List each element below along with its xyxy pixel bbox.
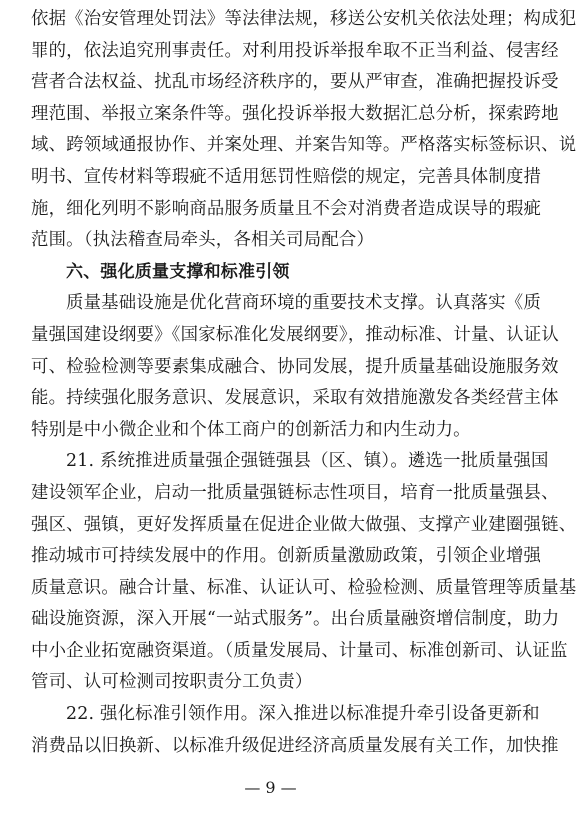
text-line-18: 推动城市可持续发展中的作用。创新质量激励政策，引领企业增强 (31, 546, 542, 567)
text-line-16: 建设领军企业，启动一批质量强链标志性项目，培育一批质量强县、 (31, 482, 559, 503)
text-line-12: 可、检验检测等要素集成融合、协同发展，提升质量基础设施服务效 (31, 356, 559, 377)
text-line-3: 营者合法权益、扰乱市场经济秩序的，要从严审查，准确把握投诉受 (31, 72, 559, 93)
text-line-11: 量强国建设纲要》《国家标准化发展纲要》，推动标准、计量、认证认 (31, 324, 559, 345)
text-line-5: 域、跨领域通报协作、并案处理、并案告知等。严格落实标签标识、说 (31, 135, 576, 156)
text-line-1: 依据《治安管理处罚法》等法律法规，移送公安机关依法处理；构成犯 (31, 9, 576, 29)
text-line-8: 范围。（执法稽查局牵头，各相关司局配合） (31, 230, 375, 251)
text-line-21: 中小企业拓宽融资渠道。（质量发展局、计量司、标准创新司、认证监 (31, 640, 568, 661)
text-line-13: 能。持续强化服务意识、发展意识，采取有效措施激发各类经营主体 (31, 388, 559, 409)
text-line-10: 质量基础设施是优化营商环境的重要技术支撑。认真落实《质 (66, 293, 541, 314)
page-number: — 9 — (244, 778, 297, 797)
text-line-19: 质量意识。融合计量、标准、认证认可、检验检测、质量管理等质量基 (31, 577, 576, 598)
text-line-4: 理范围、举报立案条件等。强化投诉举报大数据汇总分析，探索跨地 (31, 103, 559, 124)
text-line-14: 特别是中小微企业和个体工商户的创新活力和内生动力。 (31, 419, 471, 440)
section-heading: 六、强化质量支撑和标准引领 (66, 261, 290, 282)
text-line-6: 明书、宣传材料等瑕疵不适用惩罚性赔偿的规定，完善具体制度措 (31, 166, 542, 187)
text-line-20: 础设施资源，深入开展“一站式服务”。出台质量融资增信制度，助力 (31, 609, 560, 630)
text-line-17: 强区、强镇，更好发挥质量在促进企业做大做强、支撑产业建圈强链、 (31, 514, 576, 535)
text-line-15: 21. 系统推进质量强企强链强县（区、镇）。遴选一批质量强国 (66, 451, 549, 472)
text-line-22: 管司、认可检测司按职责分工负责） (31, 672, 313, 693)
text-line-2: 罪的，依法追究刑事责任。对利用投诉举报牟取不正当利益、侵害经 (31, 40, 559, 61)
text-line-24: 消费品以旧换新、以标准升级促进经济高质量发展有关工作，加快推 (31, 735, 559, 756)
text-line-7: 施，细化列明不影响商品服务质量且不会对消费者造成误导的瑕疵 (31, 198, 542, 219)
text-line-23: 22. 强化标准引领作用。深入推进以标准提升牵引设备更新和 (66, 704, 540, 725)
